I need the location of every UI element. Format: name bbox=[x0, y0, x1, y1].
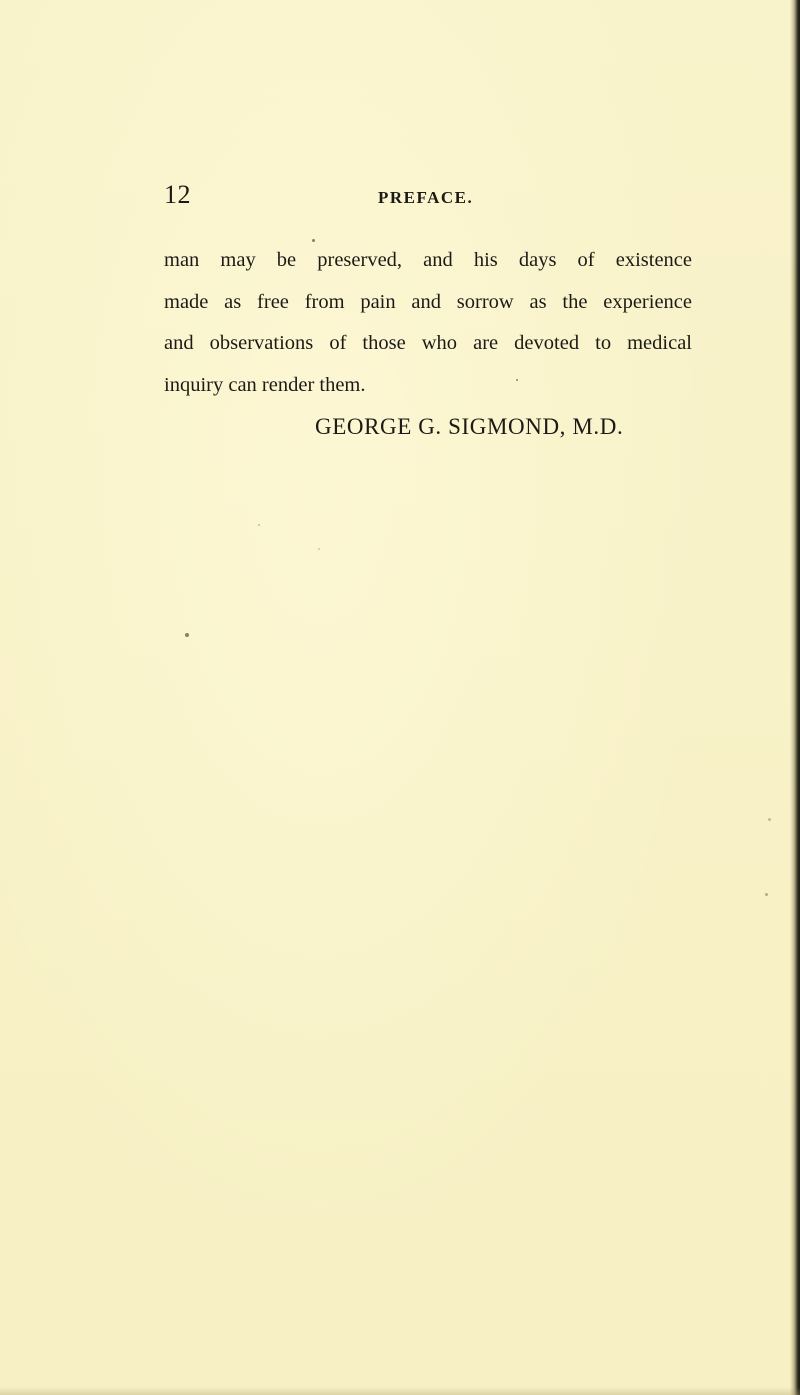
body-line: and observations of those who are devoted to medical bbox=[164, 332, 692, 354]
page-bottom-shadow bbox=[0, 1387, 800, 1395]
print-speck bbox=[768, 818, 771, 821]
print-speck bbox=[765, 893, 768, 896]
body-line: made as free from pain and sorrow as the experience bbox=[164, 290, 692, 313]
page-edge-shadow bbox=[790, 0, 800, 1395]
print-speck bbox=[185, 633, 189, 637]
body-line: inquiry can render them. bbox=[164, 373, 366, 396]
author-signature: GEORGE G. SIGMOND, M.D. bbox=[315, 414, 624, 439]
print-speck bbox=[258, 524, 260, 526]
print-speck bbox=[516, 379, 518, 381]
running-head bbox=[164, 180, 684, 212]
body-paragraph bbox=[164, 240, 692, 406]
page-number: 12 bbox=[164, 180, 191, 209]
print-speck bbox=[312, 239, 315, 242]
print-speck bbox=[318, 548, 320, 550]
running-title: PREFACE. bbox=[378, 188, 474, 207]
body-line: man may be preserved, and his days of existence bbox=[164, 249, 692, 271]
